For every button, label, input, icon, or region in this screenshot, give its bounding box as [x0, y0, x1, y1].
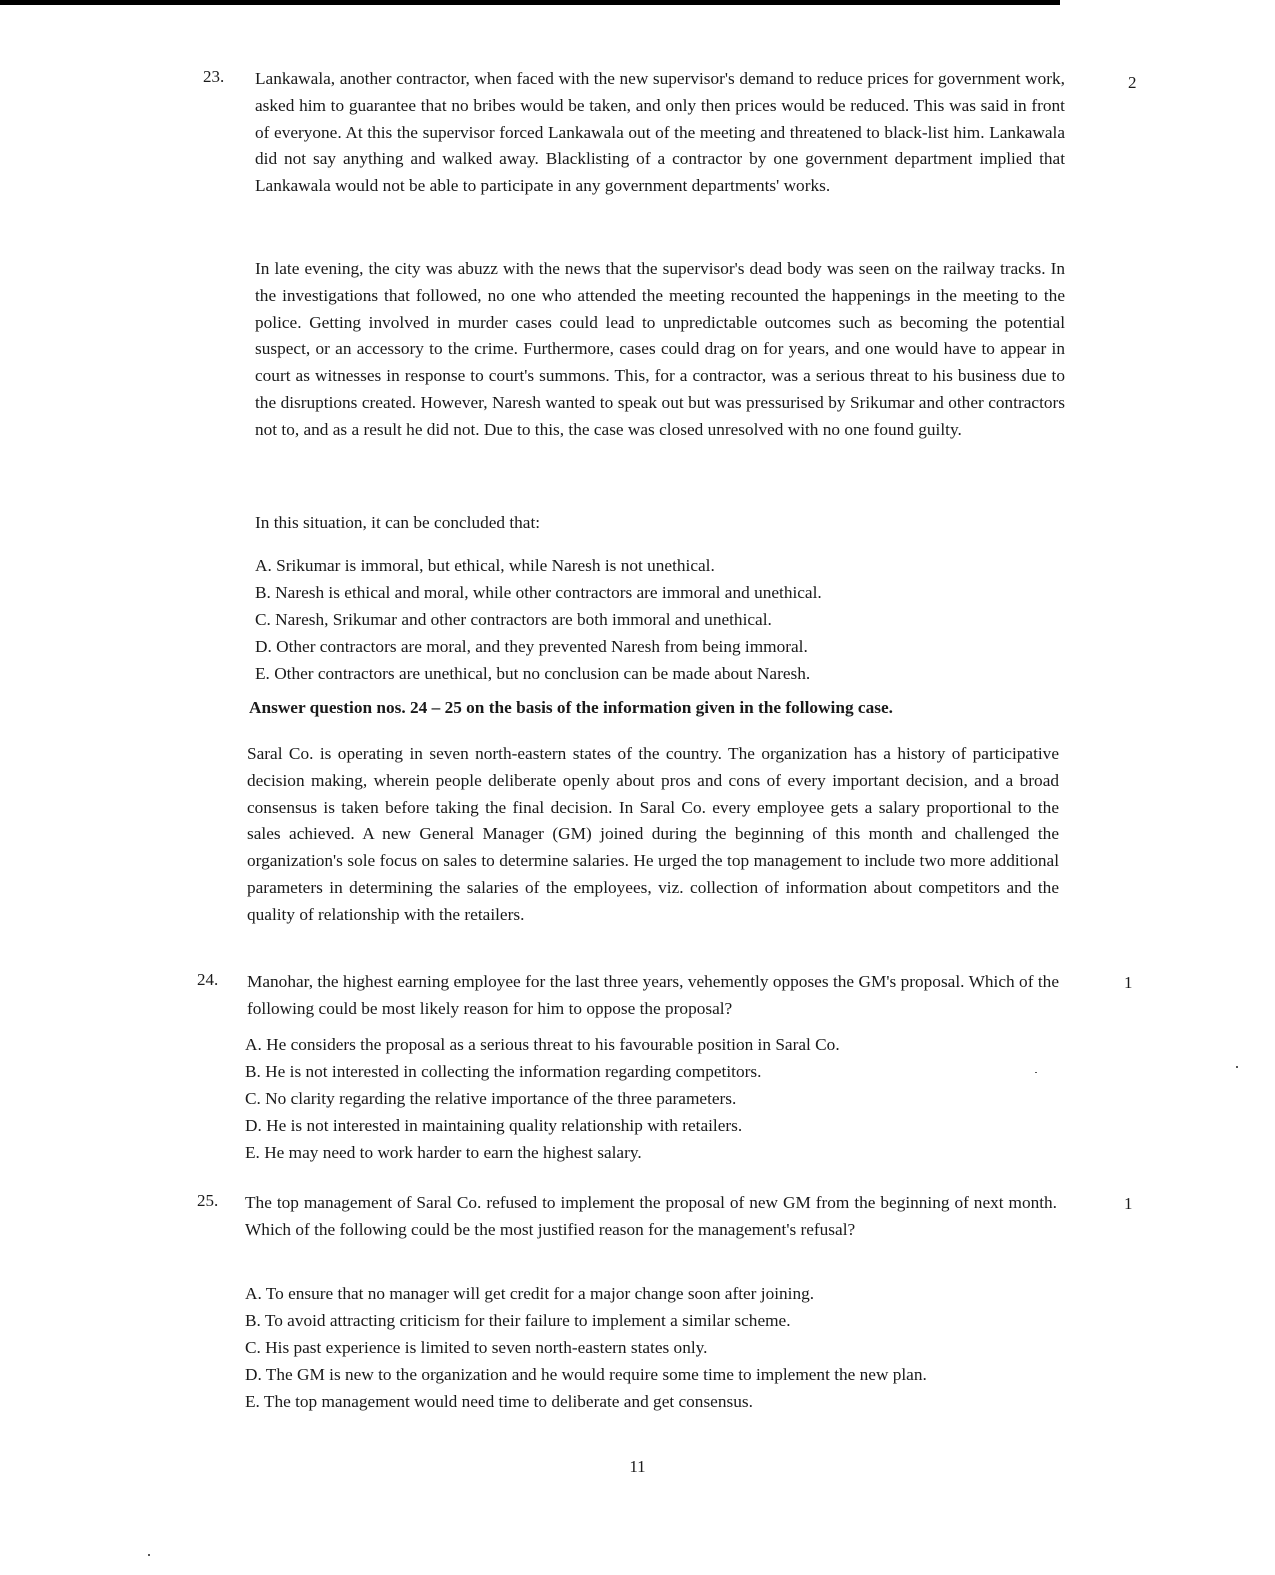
question-23-option-e: E. Other contractors are unethical, but no conclusion can be made about Naresh.: [255, 664, 811, 683]
case-paragraph: Saral Co. is operating in seven north-eastern states of the country. The organization has a history of participative decision making, wherein people deliberate openly about pros and cons of every important decision, and a broad consensus is taken before taking the final decision. In Saral Co. every employee gets a salary proportional to the sales achieved. A new General Manager (GM) joined during the beginning of this month and challenged the organization's sole focus on sales to determine salaries. He urged the top management to include two more additional parameters in determining the salaries of the employees, viz. collection of information about competitors and the quality of relationship with the retailers.: [247, 744, 1059, 924]
question-24-option-e: E. He may need to work harder to earn the highest salary.: [245, 1143, 642, 1162]
question-23-paragraph-1: Lankawala, another contractor, when faced with the new supervisor's demand to reduce prices for government work, asked him to guarantee that no bribes would be taken, and only then prices would be reduced. This was said in front of everyone. At this the supervisor forced Lankawala out of the meeting and threatened to black-list him. Lankawala did not say anything and walked away. Blacklisting of a contractor by one government department implied that Lankawala would not be able to participate in any government departments' works.: [255, 69, 1065, 196]
question-25-option-c: C. His past experience is limited to seven north-eastern states only.: [245, 1338, 708, 1357]
question-23-prompt: In this situation, it can be concluded that:: [255, 513, 541, 532]
question-23-option-d: D. Other contractors are moral, and they prevented Naresh from being immoral.: [255, 637, 808, 656]
question-24-option-a: A. He considers the proposal as a serious threat to his favourable position in Saral Co.: [245, 1035, 840, 1054]
question-24-marks: 1: [1124, 973, 1133, 992]
question-25-number: 25.: [197, 1191, 219, 1210]
question-25-option-e: E. The top management would need time to deliberate and get consensus.: [245, 1392, 753, 1411]
question-25-text: The top management of Saral Co. refused to implement the proposal of new GM from the beginning of next month. Which of the following could be the most justified reason for the management's refusal?: [245, 1193, 1057, 1239]
question-23-marks: 2: [1128, 73, 1137, 92]
scan-top-edge: [0, 0, 1060, 5]
scan-speck: [1236, 1066, 1238, 1068]
question-24-option-d: D. He is not interested in maintaining quality relationship with retailers.: [245, 1116, 743, 1135]
scan-speck: [148, 1554, 150, 1556]
question-25-option-a: A. To ensure that no manager will get credit for a major change soon after joining.: [245, 1284, 815, 1303]
question-25-option-b: B. To avoid attracting criticism for their failure to implement a similar scheme.: [245, 1311, 791, 1330]
question-23-number: 23.: [203, 67, 225, 86]
question-23-option-b: B. Naresh is ethical and moral, while other contractors are immoral and unethical.: [255, 583, 822, 602]
question-25-marks: 1: [1124, 1194, 1133, 1213]
page-number: 11: [629, 1457, 646, 1476]
question-24-number: 24.: [197, 970, 219, 989]
question-24-option-b: B. He is not interested in collecting the information regarding competitors.: [245, 1062, 762, 1081]
question-24-option-c: C. No clarity regarding the relative importance of the three parameters.: [245, 1089, 737, 1108]
case-heading: Answer question nos. 24 – 25 on the basis of the information given in the following case.: [249, 698, 893, 717]
question-25-option-d: D. The GM is new to the organization and he would require some time to implement the new plan.: [245, 1365, 927, 1384]
scan-speck: [1035, 1072, 1037, 1073]
question-23-paragraph-2: In late evening, the city was abuzz with the news that the supervisor's dead body was seen on the railway tracks. In the investigations that followed, no one who attended the meeting recounted the happenings in the meeting to the police. Getting involved in murder cases could lead to unpredictable outcomes such as becoming the potential suspect, or an accessory to the crime. Furthermore, cases could drag on for years, and one would have to appear in court as witnesses in response to court's summons. This, for a contractor, was a serious threat to his business due to the disruptions created. However, Naresh wanted to speak out but was pressurised by Srikumar and other contractors not to, and as a result he did not. Due to this, the case was closed unresolved with no one found guilty.: [255, 259, 1065, 439]
question-24-text: Manohar, the highest earning employee for the last three years, vehemently opposes the GM's proposal. Which of the following could be most likely reason for him to oppose the proposal?: [247, 972, 1059, 1018]
question-23-option-c: C. Naresh, Srikumar and other contractors are both immoral and unethical.: [255, 610, 772, 629]
question-23-option-a: A. Srikumar is immoral, but ethical, while Naresh is not unethical.: [255, 556, 715, 575]
